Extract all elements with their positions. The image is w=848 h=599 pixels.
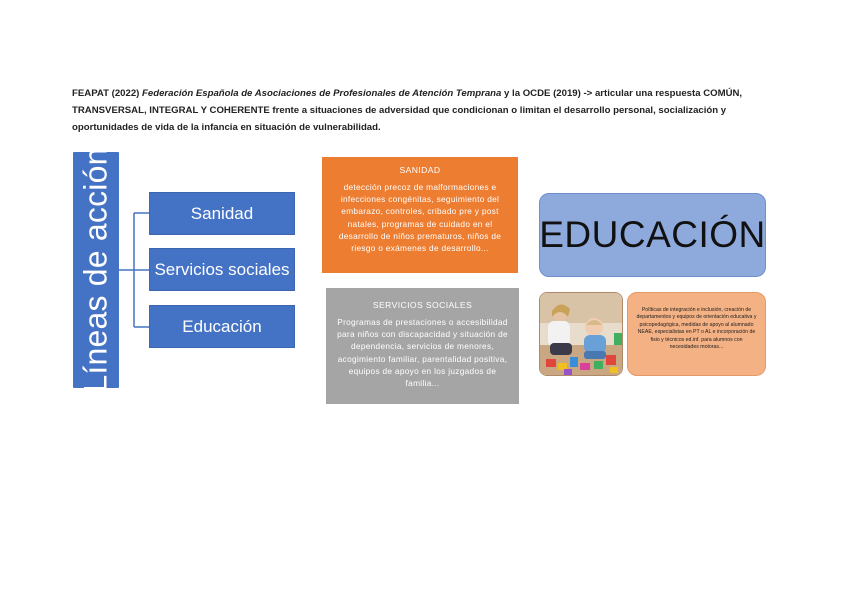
intro-source: FEAPAT [72,88,109,99]
children-playing-photo [539,292,623,376]
action-servicios-sociales: Servicios sociales [149,248,295,291]
sanidad-card [322,157,518,273]
sanidad-title: SANIDAD [399,165,441,175]
sanidad-text: detección precoz de malformaciones e infecciones congénitas, seguimiento del embarazo, controles, cribado pre y post natales, programas de cuidado en el desarrollo de niños prematuros, niños de riesgo o exámenes de desarrollo... [338,182,502,254]
action-sanidad: Sanidad [149,192,295,235]
intro-organization: Federación Española de Asociaciones de Profesionales de Atención Temprana [142,88,502,99]
educacion-policies-text: Políticas de integración e inclusión, creación de departamentos y equipos de orientación educativa y psicopedagógica, medidas de apoyo al alumnado NEAE, especialistas en PT o AL e incorporación de fisio y técnicos ed.inf. para alumnos con necesidades motoras... [636,307,757,351]
lineas-de-accion-box [73,147,119,393]
educacion-policies-box [627,292,766,376]
intro-text: y la OCDE (2019) -> articular una respuesta COMÚN, TRANSVERSAL, INTEGRAL Y COHERENTE frente a situaciones de adversidad que condicionan o limitan el desarrollo personal, socialización y oportunidades de vida de la infancia en situación de vulnerabilidad. [72,88,743,133]
educacion-title: EDUCACIÓN [539,214,766,255]
lineas-de-accion-label: Líneas de acción [77,147,114,393]
servicios-sociales-title: SERVICIOS SOCIALES [372,300,473,310]
servicios-sociales-card [326,288,519,404]
intro-year: (2022) [108,88,143,99]
servicios-sociales-text: Programas de prestaciones o accesibilidad para niños con discapacidad y situación de dependencia, servicios de menores, acogimiento familiar, parentalidad positiva, equipos de apoyo en los juzgados de familia... [337,317,508,389]
educacion-title-box [539,193,766,277]
action-educacion: Educación [149,305,295,348]
